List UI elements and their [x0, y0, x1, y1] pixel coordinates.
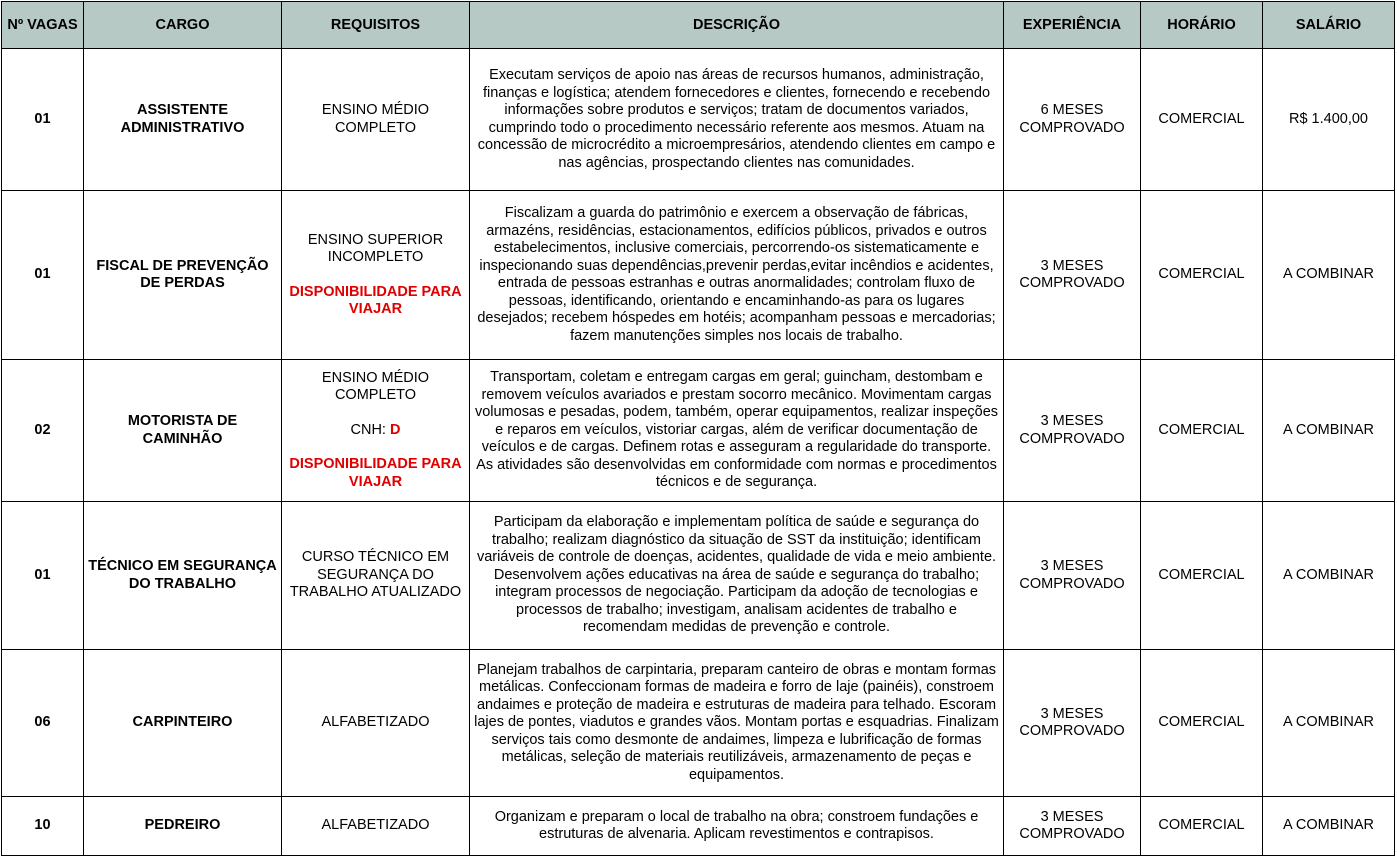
requisitos-cell: CURSO TÉCNICO EM SEGURANÇA DO TRABALHO ATUALIZADO	[282, 502, 470, 650]
cargo-cell: CARPINTEIRO	[84, 650, 282, 797]
header-vagas: Nº VAGAS	[2, 2, 84, 49]
requisitos-cell	[282, 360, 470, 502]
table-row	[2, 49, 1395, 191]
salario-cell: R$ 1.400,00	[1263, 49, 1395, 191]
vagas-cell: 01	[2, 502, 84, 650]
header-requisitos: REQUISITOS	[282, 2, 470, 49]
vagas-cell: 01	[2, 49, 84, 191]
horario-cell: COMERCIAL	[1141, 502, 1263, 650]
descricao-cell: Organizam e preparam o local de trabalho na obra; constroem fundações e estruturas de alvenaria. Aplicam revestimentos e contrapisos.	[470, 797, 1004, 856]
descricao-cell: Executam serviços de apoio nas áreas de recursos humanos, administração, finanças e logística; atendem fornecedores e clientes, fornecendo e recebendo informações sobre produtos e serviços; tratam de documentos variados, cumprindo todo o procedimento necessário referente aos mesmos. Atuam na concessão de microcrédito a microempresários, atendendo clientes em campo e nas agências, prospectando clientes nas comunidades.	[470, 49, 1004, 191]
cargo-cell: PEDREIRO	[84, 797, 282, 856]
experiencia-cell: 3 MESES COMPROVADO	[1004, 650, 1141, 797]
header-experiencia: EXPERIÊNCIA	[1004, 2, 1141, 49]
vagas-cell: 10	[2, 797, 84, 856]
cnh-value: D	[390, 421, 401, 438]
cargo-cell: ASSISTENTE ADMINISTRATIVO	[84, 49, 282, 191]
table-row	[2, 797, 1395, 856]
header-salario: SALÁRIO	[1263, 2, 1395, 49]
descricao-cell: Transportam, coletam e entregam cargas em geral; guincham, destombam e removem veículos avariados e prestam socorro mecânico. Movimentam cargas volumosas e pesadas, podem, também, operar equipamentos, realizar inspeções e reparos em veículos, vistoriar cargas, além de verificar documentação de veículos e de cargas. Definem rotas e asseguram a regularidade do transporte. As atividades são desenvolvidas em conformidade com normas e procedimentos técnicos e de segurança.	[470, 360, 1004, 502]
descricao-cell: Planejam trabalhos de carpintaria, preparam canteiro de obras e montam formas metálicas. Confeccionam formas de madeira e forro de laje (painéis), constroem andaimes e proteção de madeira e estruturas de madeira para telhado. Escoram lajes de pontes, viadutos e grandes vãos. Montam portas e esquadrias. Finalizam serviços tais como desmonte de andaimes, limpeza e lubrificação de formas metálicas, seleção de materiais reutilizáveis, armazenamento de peças e equipamentos.	[470, 650, 1004, 797]
vagas-cell: 02	[2, 360, 84, 502]
requisitos-highlight: DISPONIBILIDADE PARA VIAJAR	[289, 456, 462, 490]
cargo-cell: MOTORISTA DE CAMINHÃO	[84, 360, 282, 502]
cargo-cell: TÉCNICO EM SEGURANÇA DO TRABALHO	[84, 502, 282, 650]
header-descricao: DESCRIÇÃO	[470, 2, 1004, 49]
experiencia-cell: 6 MESES COMPROVADO	[1004, 49, 1141, 191]
header-cargo: CARGO	[84, 2, 282, 49]
cargo-cell: FISCAL DE PREVENÇÃO DE PERDAS	[84, 191, 282, 360]
horario-cell: COMERCIAL	[1141, 49, 1263, 191]
table-header-row	[2, 2, 1395, 49]
requisitos-cell: ENSINO MÉDIO COMPLETO	[282, 49, 470, 191]
requisitos-cell: ALFABETIZADO	[282, 650, 470, 797]
horario-cell: COMERCIAL	[1141, 360, 1263, 502]
horario-cell: COMERCIAL	[1141, 191, 1263, 360]
requisitos-cell	[282, 191, 470, 360]
salario-cell: A COMBINAR	[1263, 650, 1395, 797]
experiencia-cell: 3 MESES COMPROVADO	[1004, 191, 1141, 360]
experiencia-cell: 3 MESES COMPROVADO	[1004, 360, 1141, 502]
requisitos-text: ENSINO MÉDIO COMPLETO	[321, 369, 430, 404]
requisitos-cell: ALFABETIZADO	[282, 797, 470, 856]
experiencia-cell: 3 MESES COMPROVADO	[1004, 502, 1141, 650]
horario-cell: COMERCIAL	[1141, 797, 1263, 856]
table-row	[2, 650, 1395, 797]
horario-cell: COMERCIAL	[1141, 650, 1263, 797]
requisitos-highlight: DISPONIBILIDADE PARA VIAJAR	[289, 283, 462, 317]
salario-cell: A COMBINAR	[1263, 797, 1395, 856]
table-row	[2, 502, 1395, 650]
salario-cell: A COMBINAR	[1263, 191, 1395, 360]
cnh-line	[286, 422, 465, 440]
header-horario: HORÁRIO	[1141, 2, 1263, 49]
descricao-cell: Fiscalizam a guarda do patrimônio e exercem a observação de fábricas, armazéns, residências, estacionamentos, edifícios públicos, privados e outros estabelecimentos, inclusive comerciais, percorrendo-os sistematicamente e inspecionando suas dependências,prevenir perdas,evitar incêndios e acidentes, entrada de pessoas estranhas e outras anormalidades; controlam fluxo de pessoas, identificando, orientando e encaminhando-as para os lugares desejados; recebem hóspedes em hotéis; acompanham pessoas e mercadorias; fazem manutenções simples nos locais de trabalho.	[470, 191, 1004, 360]
job-openings-table	[1, 1, 1395, 856]
requisitos-text: ENSINO SUPERIOR INCOMPLETO	[307, 231, 444, 265]
table-row	[2, 360, 1395, 502]
vagas-cell: 01	[2, 191, 84, 360]
table-row	[2, 191, 1395, 360]
descricao-cell: Participam da elaboração e implementam política de saúde e segurança do trabalho; realizam diagnóstico da situação de SST da instituição; identificam variáveis de controle de doenças, acidentes, qualidade de vida e meio ambiente. Desenvolvem ações educativas na área de saúde e segurança do trabalho; integram processos de negociação. Participam da adoção de tecnologias e processos de trabalho; investigam, analisam acidentes de trabalho e recomendam medidas de prevenção e controle.	[470, 502, 1004, 650]
vagas-cell: 06	[2, 650, 84, 797]
experiencia-cell: 3 MESES COMPROVADO	[1004, 797, 1141, 856]
salario-cell: A COMBINAR	[1263, 360, 1395, 502]
salario-cell: A COMBINAR	[1263, 502, 1395, 650]
cnh-label: CNH:	[350, 421, 386, 438]
